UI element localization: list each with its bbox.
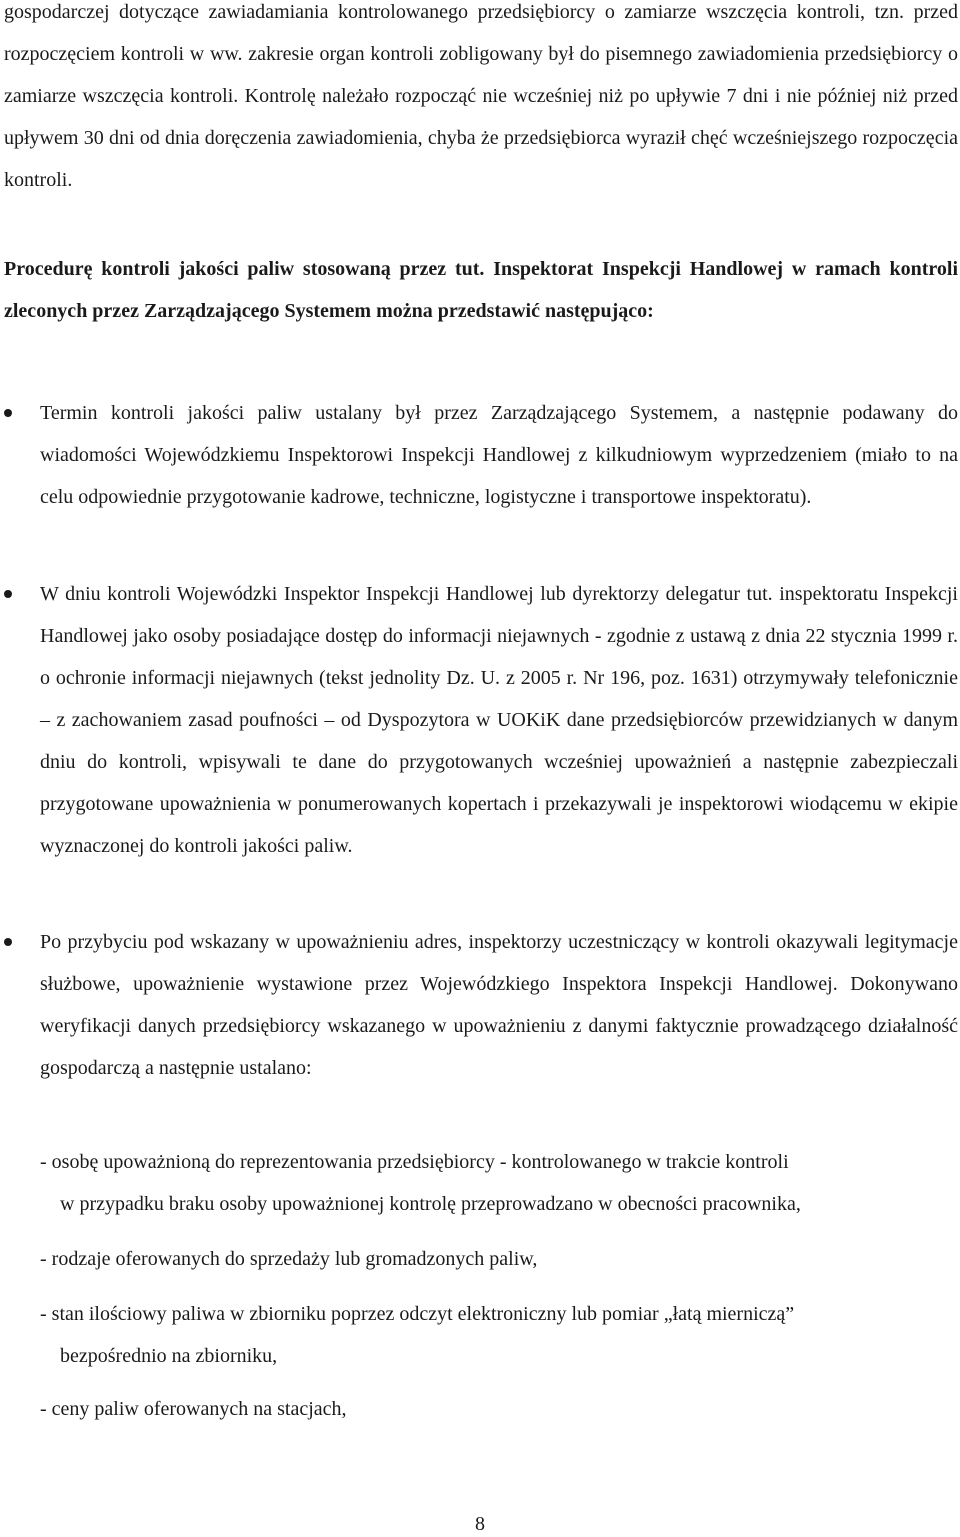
dash-list-item — [40, 1141, 958, 1225]
dash-item-continuation: w przypadku braku osoby upoważnionej kontrolę przeprowadzano w obecności pracownika, — [60, 1193, 801, 1215]
bullet-text: Termin kontroli jakości paliw ustalany był przez Zarządzającego Systemem, a następnie podawany do wiadomości Wojewódzkiemu Inspektorowi Inspekcji Handlowej z kilkudniowym wyprzedzeniem (miało to na celu odpowiednie przygotowanie kadrowe, techniczne, logistyczne i transportowe inspektoratu). — [40, 402, 958, 508]
procedure-heading-paragraph: Procedurę kontroli jakości paliw stosowaną przez tut. Inspektorat Inspekcji Handlowej w ramach kontroli zleconych przez Zarządzającego Systemem można przedstawić następująco: — [4, 258, 958, 322]
bullet-icon — [4, 938, 12, 946]
dash-list-item — [40, 1388, 958, 1430]
dash-item-continuation: bezpośrednio na zbiorniku, — [60, 1345, 278, 1367]
bullet-text: W dniu kontroli Wojewódzki Inspektor Inspekcji Handlowej lub dyrektorzy delegatur tut. inspektoratu Inspekcji Handlowej jako osoby posiadające dostęp do informacji niejawnych - zgodnie z ustawą z dnia 22 stycznia 1999 r. o ochronie informacji niejawnych (tekst jednolity Dz. U. z 2005 r. Nr 196, poz. 1631) otrzymywały telefonicznie – z zachowaniem zasad poufności – od Dyspozytora w UOKiK dane przedsiębiorców przewidzianych w danym dniu do kontroli, wpisywali te dane do przygotowanych wcześniej upoważnień a następnie zabezpieczali przygotowane upoważnienia w ponumerowanych kopertach i przekazywali je inspektorowi wiodącemu w ekipie wyznaczonej do kontroli jakości paliw. — [40, 583, 958, 857]
bullet-text: Po przybyciu pod wskazany w upoważnieniu adres, inspektorzy uczestniczący w kontroli okazywali legitymacje służbowe, upoważnienie wystawione przez Wojewódzkiego Inspektora Inspekcji Handlowej. Dokonywano weryfikacji danych przedsiębiorcy wskazanego w upoważnieniu z danymi faktycznie prowadzącego działalność gospodarczą a następnie ustalano: — [40, 931, 958, 1079]
document-page — [4, 0, 958, 1533]
dash-item-line: - osobę upoważnioną do reprezentowania przedsiębiorcy - kontrolowanego w trakcie kontroli — [40, 1151, 789, 1173]
dash-item-line: - rodzaje oferowanych do sprzedaży lub gromadzonych paliw, — [40, 1248, 538, 1270]
intro-paragraph: gospodarczej dotyczące zawiadamiania kontrolowanego przedsiębiorcy o zamiarze wszczęcia kontroli, tzn. przed rozpoczęciem kontroli w ww. zakresie organ kontroli zobligowany był do pisemnego zawiadomienia przedsiębiorcy o zamiarze wszczęcia kontroli. Kontrolę należało rozpocząć nie wcześniej niż po upływie 7 dni i nie później niż przed upływem 30 dni od dnia doręczenia zawiadomienia, chyba że przedsiębiorca wyraził chęć wcześniejszego rozpoczęcia kontroli. — [4, 1, 958, 191]
dash-item-line: - stan ilościowy paliwa w zbiorniku poprzez odczyt elektroniczny lub pomiar „łatą mierniczą” — [40, 1303, 795, 1325]
dash-list-item — [40, 1293, 958, 1377]
dash-list-item — [40, 1238, 958, 1280]
page-number: 8 — [475, 1513, 485, 1535]
bullet-icon — [4, 409, 12, 417]
dash-item-line: - ceny paliw oferowanych na stacjach, — [40, 1398, 347, 1420]
bullet-icon — [4, 590, 12, 598]
